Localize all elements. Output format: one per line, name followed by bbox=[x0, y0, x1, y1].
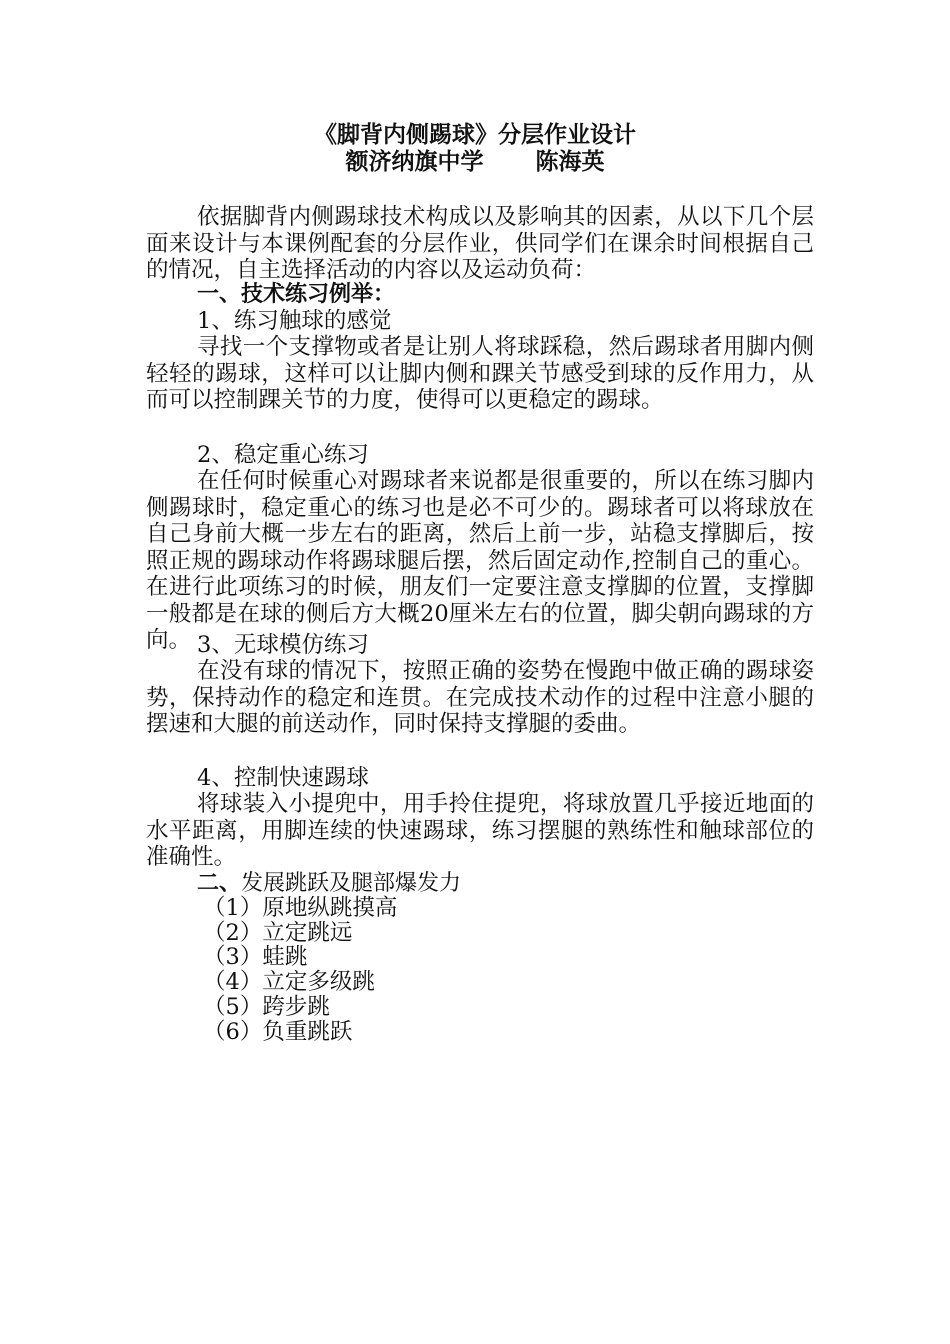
section2-heading bbox=[197, 871, 865, 898]
item3-title: 3、无球模仿练习 bbox=[197, 632, 369, 658]
item2-title: 2、稳定重心练习 bbox=[197, 442, 369, 468]
section2-heading-text: 发展跳跃及腿部爆发力 bbox=[241, 871, 462, 896]
list-item: （4）立定多级跳 bbox=[203, 969, 375, 996]
item1-text: 寻找一个支撑物或者是让别人将球踩稳，然后踢球者用脚内侧轻轻的踢球，这样可以让脚内侧和踝关节感受到球的反作用力，从而可以控制踝关节的力度，使得可以更稳定的踢球。 bbox=[146, 334, 814, 413]
document-title: 《脚背内侧踢球》分层作业设计 bbox=[314, 122, 636, 148]
item1-title: 1、练习触球的感觉 bbox=[197, 308, 392, 334]
section1-heading: 一、技术练习例举： bbox=[197, 282, 396, 307]
author-line bbox=[0, 148, 950, 176]
item3-text: 在没有球的情况下，按照正确的姿势在慢跑中做正确的踢球姿势，保持动作的稳定和连贯。在完成技术动作的过程中注意小腿的摆速和大腿的前送动作，同时保持支撑腿的委曲。 bbox=[146, 658, 814, 737]
list-item: （2）立定跳远 bbox=[203, 919, 353, 946]
school-name: 额济纳旗中学 bbox=[345, 149, 484, 175]
section2-heading-number: 二、 bbox=[197, 871, 242, 896]
list-item: （5）跨步跳 bbox=[203, 993, 330, 1020]
item4-title: 4、控制快速踢球 bbox=[197, 765, 369, 791]
intro-paragraph: 依据脚背内侧踢球技术构成以及影响其的因素，从以下几个层面来设计与本课例配套的分层作业，供同学们在课余时间根据自己的情况，自主选择活动的内容以及运动负荷： bbox=[146, 204, 814, 283]
item2-text: 在任何时候重心对踢球者来说都是很重要的，所以在练习脚内侧踢球时，稳定重心的练习也是必不可少的。踢球者可以将球放在自己身前大概一步左右的距离，然后上前一步，站稳支撑脚后，按照正规的踢球动作将踢球腿后摆，然后固定动作,控制自己的重心。在进行此项练习的时候，朋友们一定要注意支撑脚的位置，支撑脚一般都是在球的侧后方大概20厘米左右的位置，脚尖朝向踢球的方向。 bbox=[146, 468, 814, 653]
list-item: （6）负重跳跃 bbox=[203, 1018, 353, 1045]
section2-list bbox=[203, 896, 871, 1044]
author-name: 陈海英 bbox=[535, 149, 605, 175]
item4-text: 将球装入小提兜中，用手拎住提兜，将球放置几乎接近地面的水平距离，用脚连续的快速踢球，练习摆腿的熟练性和触球部位的准确性。 bbox=[146, 791, 814, 870]
list-item: （3）蛙跳 bbox=[203, 944, 308, 971]
list-item: （1）原地纵跳摸高 bbox=[203, 895, 398, 921]
